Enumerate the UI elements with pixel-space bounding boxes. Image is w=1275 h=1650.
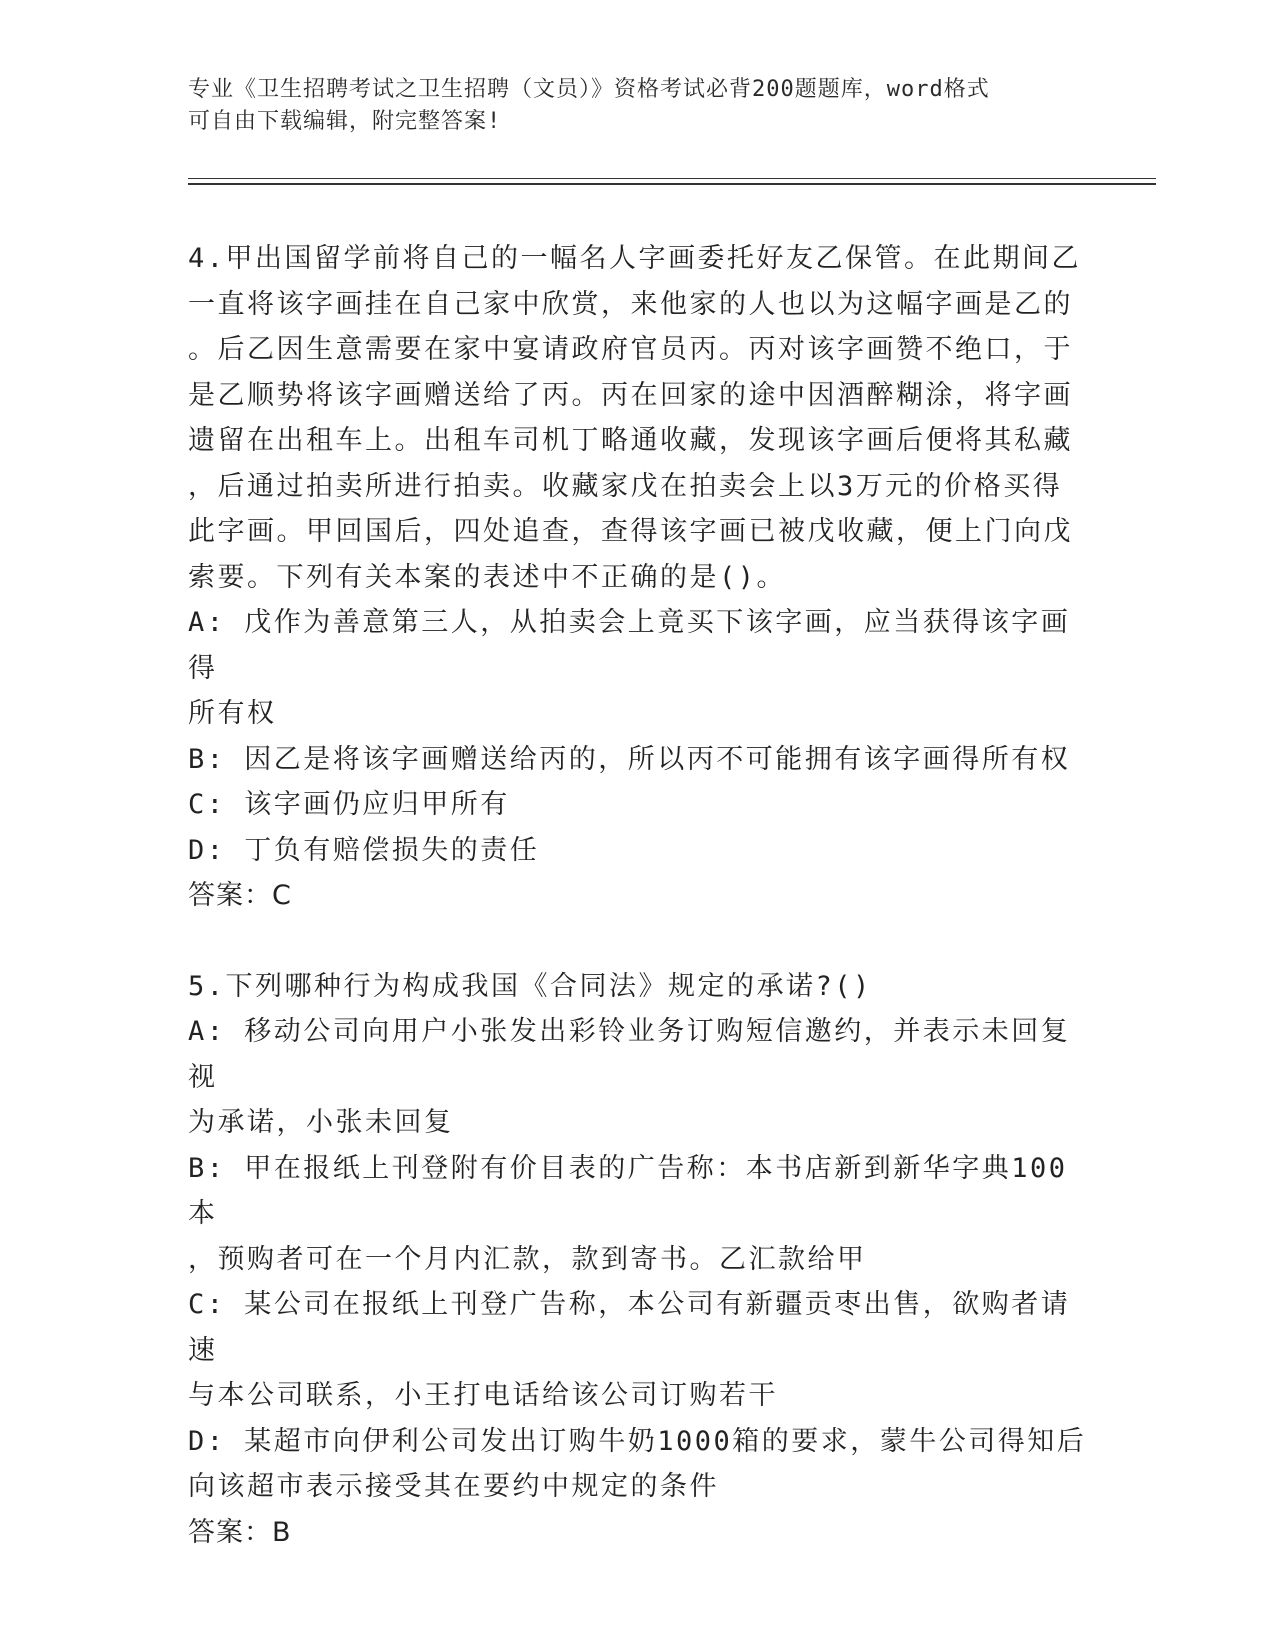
header-line-1: 专业《卫生招聘考试之卫生招聘（文员）》资格考试必背200题题库，word格式 [188,77,990,102]
question-stem-line: ，后通过拍卖所进行拍卖。收藏家戊在拍卖会上以3万元的价格买得 [188,470,1063,502]
header-line-2: 可自由下载编辑，附完整答案! [188,109,502,134]
question-stem-line: 一直将该字画挂在自己家中欣赏，来他家的人也以为这幅字画是乙的 [188,288,1073,320]
option-d-line: 向该超市表示接受其在要约中规定的条件 [188,1471,719,1502]
option-b-line: ，预购者可在一个月内汇款，款到寄书。乙汇款给甲 [188,1243,867,1275]
question-5 [188,964,1088,1556]
option-b-line: B: 甲在报纸上刊登附有价目表的广告称：本书店新到新华字典100本 [188,1152,1068,1229]
option-a-line: A: 移动公司向用户小张发出彩铃业务订购短信邀约，并表示未回复视 [188,1016,1071,1093]
header-divider-thin [188,178,1156,179]
option-c-line: C: 某公司在报纸上刊登广告称，本公司有新疆贡枣出售，欲购者请速 [188,1289,1071,1366]
question-stem-line: 4.甲出国留学前将自己的一幅名人字画委托好友乙保管。在此期间乙 [188,243,1082,274]
question-4 [188,236,1088,919]
question-stem-line: 遗留在出租车上。出租车司机丁略通收藏，发现该字画后便将其私藏 [188,425,1073,456]
answer-label: 答案：B [188,1516,292,1548]
option-b-line: B: 因乙是将该字画赠送给丙的，所以丙不可能拥有该字画得所有权 [188,743,1071,775]
option-a-line: 为承诺，小张未回复 [188,1107,454,1138]
question-stem-line: 索要。下列有关本案的表述中不正确的是()。 [188,561,787,593]
question-list [188,236,1088,1555]
option-d-line: D: 丁负有赔偿损失的责任 [188,834,540,866]
question-stem-line: 5.下列哪种行为构成我国《合同法》规定的承诺?() [188,970,872,1002]
document-header [188,74,1088,138]
question-spacer [188,919,1088,964]
question-stem-line: 是乙顺势将该字画赠送给了丙。丙在回家的途中因酒醉糊涂，将字画 [188,379,1073,411]
option-a-line: A: 戊作为善意第三人，从拍卖会上竟买下该字画，应当获得该字画得 [188,607,1071,684]
option-d-line: D: 某超市向伊利公司发出订购牛奶1000箱的要求，蒙牛公司得知后 [188,1425,1087,1457]
option-a-line: 所有权 [188,698,277,729]
option-c-line: 与本公司联系，小王打电话给该公司订购若干 [188,1380,778,1411]
question-stem-line: 此字画。甲回国后，四处追查，查得该字画已被戊收藏，便上门向戊 [188,516,1073,547]
option-c-line: C: 该字画仍应归甲所有 [188,789,510,820]
header-divider-thick [188,183,1156,185]
answer-label: 答案：C [188,880,292,911]
question-stem-line: 。后乙因生意需要在家中宴请政府官员丙。丙对该字画赞不绝口，于 [188,334,1073,365]
